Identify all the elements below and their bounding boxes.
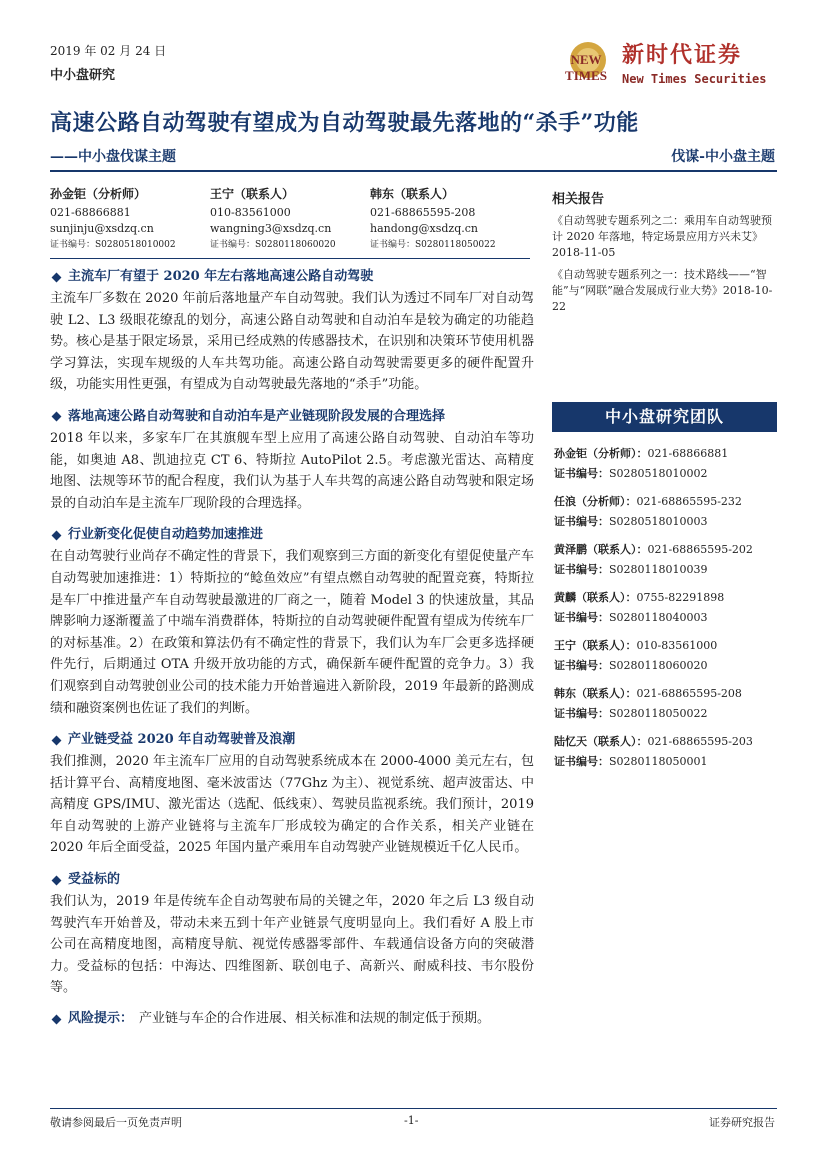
company-logo [556, 36, 786, 98]
report-title: 高速公路自动驾驶有望成为自动驾驶最先落地的“杀手”功能 [50, 110, 639, 136]
author-card [50, 186, 210, 253]
member-cert: S0280118060020 [609, 659, 708, 672]
svg-text:TIMES: TIMES [565, 68, 607, 83]
member-cert-label: 证书编号： [554, 515, 609, 528]
related-report-link[interactable]: 《自动驾驶专题系列之二：乘用车自动驾驶预计 2020 年落地，特定场景应用方兴未艾》2018-11-05 [552, 214, 772, 259]
author-phone: 021-68866881 [50, 206, 131, 219]
logo-mark-icon [556, 36, 616, 90]
logo-english-name: New Times Securities [622, 72, 767, 86]
svg-text:NEW: NEW [570, 52, 602, 67]
author-divider [50, 258, 530, 259]
author-name: 韩东（联系人） [370, 187, 455, 201]
disclaimer-note: 敬请参阅最后一页免责声明 [50, 1116, 182, 1129]
member-cert-label: 证书编号： [554, 467, 609, 480]
section-body: 主流车厂多数在 2020 年前后落地量产车自动驾驶。我们认为透过不同车厂对自动驾驶 L2、L3 级眼花缭乱的划分，高速公路自动驾驶和自动泊车是较为确定的功能趋势。核心是基于限定场景，采用已经成熟的传感器技术，在识别和决策环节使用机器学习算法，实现车规级的人车共驾功能。高速公路自动驾驶需要更多的硬件配置升级，功能实用性更强，有望成为自动驾驶最先落地的“杀手”功能。 [50, 291, 534, 393]
member-phone: 021-68866881 [647, 447, 729, 460]
team-member [554, 444, 777, 484]
report-category: 伐谋-中小盘主题 [671, 149, 775, 165]
risk-body: 产业链与车企的合作进展、相关标准和法规的制定低于预期。 [139, 1011, 491, 1027]
report-type-label: 证券研究报告 [709, 1116, 775, 1129]
footer-divider [50, 1108, 777, 1109]
member-phone: 010-83561000 [636, 639, 718, 652]
section-body: 2018 年以来，多家车厂在其旗舰车型上应用了高速公路自动驾驶、自动泊车等功能，如奥迪 A8、凯迪拉克 CT 6、特斯拉 AutoPilot 2.5。考虑激光雷达、高精度地图、法规等环节的配合程度，我们认为基于人车共驾的高速公路自动驾驶和限定场景的自动泊车是主流车厂现阶段的合理选择。 [50, 430, 534, 511]
section-heading: 行业新变化促使自动趋势加速推进 [50, 526, 534, 544]
author-cert: 证书编号：S0280118060020 [210, 240, 336, 250]
section-body: 我们推测，2020 年主流车厂应用的自动驾驶系统成本在 2000-4000 美元左右，包括计算平台、高精度地图、毫米波雷达（77Ghz 为主）、视觉系统、超声波雷达、中高精度 GPS/IMU、激光雷达（选配、低线束）、驾驶员监视系统。我们预计，2019 年自动驾驶的上游产业链将与主流车厂形成较为确定的合作关系，相关产业链在 2020 年后全面受益，2025 年国内量产乘用车自动驾驶产业链规模近千亿人民币。 [50, 754, 534, 856]
team-list [554, 444, 777, 780]
team-member [554, 588, 777, 628]
author-phone: 021-68865595-208 [370, 206, 476, 219]
member-cert-label: 证书编号： [554, 563, 609, 576]
author-cert: 证书编号：S0280118050022 [370, 240, 496, 250]
author-card [210, 186, 370, 253]
diamond-bullet-icon [52, 735, 62, 745]
related-reports-heading: 相关报告 [552, 192, 605, 207]
logo-chinese-name: 新时代证券 [622, 43, 743, 68]
member-cert: S0280518010003 [609, 515, 708, 528]
risk-note [50, 1009, 534, 1029]
team-member [554, 540, 777, 580]
report-date: 2019 年 02 月 24 日 [50, 44, 167, 58]
section-heading: 落地高速公路自动驾驶和自动泊车是产业链现阶段发展的合理选择 [50, 408, 534, 426]
member-cert-label: 证书编号： [554, 611, 609, 624]
member-name: 陆忆天（联系人）： [554, 735, 648, 748]
member-cert: S0280118040003 [609, 611, 708, 624]
section-heading: 主流车厂有望于 2020 年左右落地高速公路自动驾驶 [50, 268, 534, 286]
diamond-bullet-icon [52, 412, 62, 422]
author-email[interactable]: handong@xsdzq.cn [370, 222, 478, 235]
member-name: 任浪（分析师）： [554, 495, 637, 508]
team-banner: 中小盘研究团队 [552, 402, 777, 432]
member-cert: S0280118050001 [609, 755, 708, 768]
related-report-link[interactable]: 《自动驾驶专题系列之一：技术路线——“智能”与“网联”融合发展成行业大势》2018-10-22 [552, 268, 773, 313]
member-name: 孙金钜（分析师）： [554, 447, 648, 460]
team-member [554, 732, 777, 772]
diamond-bullet-icon [52, 1014, 62, 1024]
header-divider [50, 170, 777, 172]
author-email[interactable]: sunjinju@xsdzq.cn [50, 222, 154, 235]
member-cert-label: 证书编号： [554, 707, 609, 720]
section-heading: 产业链受益 2020 年自动驾驶普及浪潮 [50, 731, 534, 749]
member-phone: 021-68865595-208 [636, 687, 742, 700]
main-content [50, 262, 534, 1029]
author-name: 王宁（联系人） [210, 187, 295, 201]
member-phone: 0755-82291898 [636, 591, 725, 604]
section-heading: 受益标的 [50, 871, 534, 889]
author-phone: 010-83561000 [210, 206, 291, 219]
author-email[interactable]: wangning3@xsdzq.cn [210, 222, 332, 235]
section-body: 我们认为，2019 年是传统车企自动驾驶布局的关键之年，2020 年之后 L3 级自动驾驶汽车开始普及，带动未来五到十年产业链景气度明显向上。我们看好 A 股上市公司在高精度地图，高精度导航、视觉传感器零部件、车载通信设备方向的突破潜力。受益标的包括：中海达、四维图新、联创电子、高新兴、耐威科技、韦尔股份等。 [50, 894, 534, 996]
author-name: 孙金钜（分析师） [50, 187, 147, 201]
member-cert: S0280518010002 [609, 467, 708, 480]
member-name: 黄泽鹏（联系人）： [554, 543, 648, 556]
member-phone: 021-68865595-203 [647, 735, 753, 748]
member-cert-label: 证书编号： [554, 755, 609, 768]
member-name: 韩东（联系人）： [554, 687, 637, 700]
member-cert: S0280118050022 [609, 707, 708, 720]
member-cert-label: 证书编号： [554, 659, 609, 672]
diamond-bullet-icon [52, 875, 62, 885]
member-name: 黄麟（联系人）： [554, 591, 637, 604]
member-name: 王宁（联系人）： [554, 639, 637, 652]
risk-heading: 风险提示： [68, 1011, 134, 1027]
diamond-bullet-icon [52, 530, 62, 540]
team-member [554, 684, 777, 724]
section-body: 在自动驾驶行业尚存不确定性的背景下，我们观察到三方面的新变化有望促使量产车自动驾驶加速推进：1）特斯拉的“鲶鱼效应”有望点燃自动驾驶的配置竞赛，特斯拉是车厂中推进量产车自动驾驶最激进的厂商之一，随着 Model 3 的快速放量，其品牌影响力逐渐覆盖了中端车消费群体，特斯拉的自动驾驶硬件配置有望成为传统车厂的对标基准。2）在政策和算法仍有不确定性的背景下，我们认为车厂会更多选择硬件先行，后期通过 OTA 升级开放功能的方式，确保新车硬件配置的竞争力。3）我们观察到自动驾驶创业公司的技术能力开始普遍进入新阶段，2019 年最新的路测成绩和融资案例也佐证了我们的判断。 [50, 549, 534, 716]
diamond-bullet-icon [52, 272, 62, 282]
member-cert: S0280118010039 [609, 563, 708, 576]
report-subtitle: ——中小盘伐谋主题 [50, 149, 176, 165]
page-number: -1- [404, 1114, 419, 1127]
team-member [554, 492, 777, 532]
related-reports [552, 188, 777, 315]
author-cert: 证书编号：S0280518010002 [50, 240, 176, 250]
team-member [554, 636, 777, 676]
department-label: 中小盘研究 [50, 68, 116, 83]
author-card [370, 186, 530, 253]
member-phone: 021-68865595-232 [636, 495, 742, 508]
member-phone: 021-68865595-202 [647, 543, 753, 556]
